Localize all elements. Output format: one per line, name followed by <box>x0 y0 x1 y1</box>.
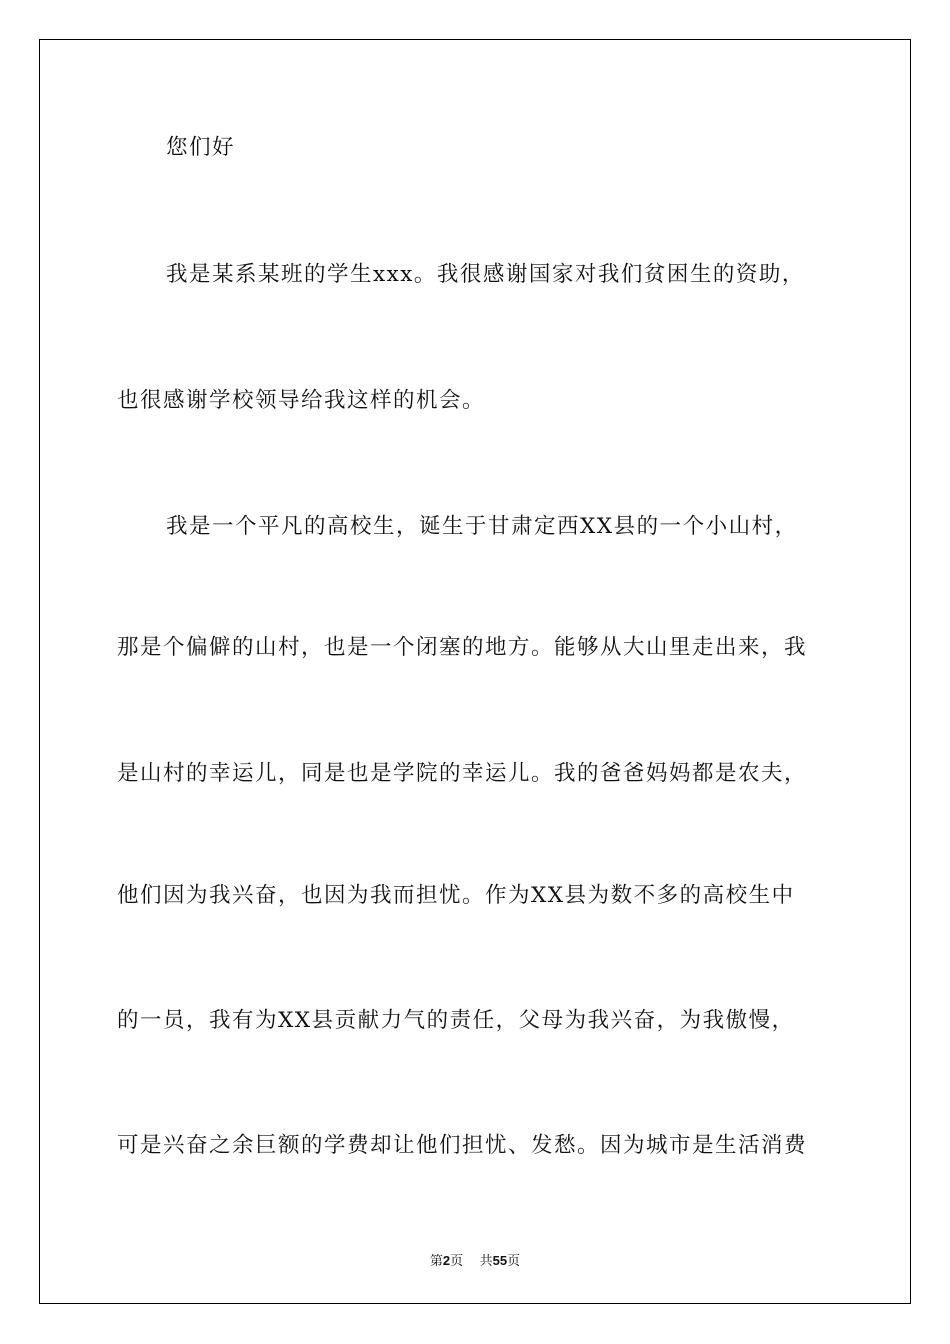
page-prefix: 第 <box>429 1254 443 1269</box>
page-suffix: 页 <box>450 1254 464 1269</box>
total-suffix: 页 <box>507 1254 521 1269</box>
total-prefix: 共 <box>479 1254 493 1269</box>
paragraph-line: 我是一个平凡的高校生，诞生于甘肃定西XX县的一个小山村， <box>166 514 798 539</box>
paragraph-line: 我是某系某班的学生xxx。我很感谢国家对我们贫困生的资助， <box>166 262 805 287</box>
paragraph-line: 他们因为我兴奋，也因为我而担忧。作为XX县为数不多的高校生中 <box>117 883 795 908</box>
page-footer <box>0 1250 950 1269</box>
paragraph-line: 可是兴奋之余巨额的学费却让他们担忧、发愁。因为城市是生活消费 <box>117 1133 808 1158</box>
page-border <box>39 39 911 1304</box>
paragraph-line: 是山村的幸运儿，同是也是学院的幸运儿。我的爸爸妈妈都是农夫， <box>117 761 808 786</box>
paragraph-line: 那是个偏僻的山村，也是一个闭塞的地方。能够从大山里走出来，我 <box>117 635 808 660</box>
paragraph-line: 也很感谢学校领导给我这样的机会。 <box>117 388 486 413</box>
paragraph-line: 的一员，我有为XX县贡献力气的责任，父母为我兴奋，为我傲慢， <box>117 1008 795 1033</box>
page-number: 2 <box>442 1253 451 1268</box>
greeting-line: 您们好 <box>166 135 236 160</box>
total-pages: 55 <box>492 1253 508 1268</box>
